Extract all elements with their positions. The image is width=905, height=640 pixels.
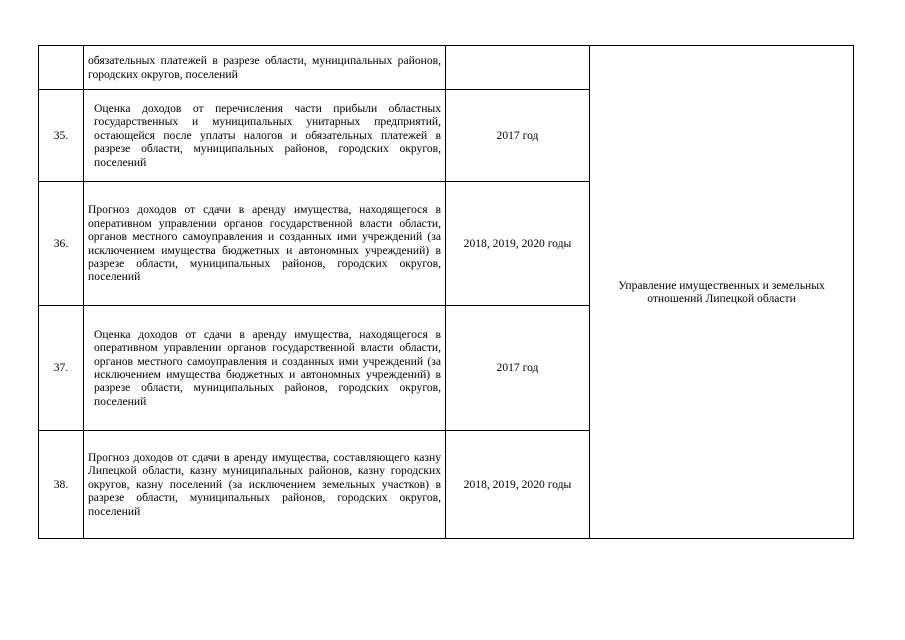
- row-description-text: Оценка доходов от перечисления части прибыли областных государственных и муниципальных унитарных предприятий, остающейся после уплаты налогов и обязательных платежей в разрезе области, муниципальных районов, городских округов, поселений: [94, 101, 441, 169]
- row-number: 37.: [39, 306, 84, 431]
- row-description-text: Оценка доходов от сдачи в аренду имущества, находящегося в оперативном управлении органов государственной власти области, органов местного самоуправления и созданных ими учреждений (за исключением имущества бюджетных и автономных учреждений) в разрезе области, муниципальных районов, городских округов, поселений: [94, 327, 441, 408]
- row-description: [84, 306, 446, 431]
- table-row: [39, 46, 854, 90]
- row-period: [446, 431, 590, 539]
- row-number: 36.: [39, 182, 84, 306]
- row-period: 2017 год: [446, 90, 590, 182]
- row-description: [84, 90, 446, 182]
- row-period-text: 2018, 2019, 2020 годы: [463, 477, 572, 491]
- row-description: обязательных платежей в разрезе области, муниципальных районов, городских округов, поселений: [84, 46, 446, 90]
- row-number: 35.: [39, 90, 84, 182]
- row-period: [446, 182, 590, 306]
- row-description: Прогноз доходов от сдачи в аренду имущества, составляющего казну Липецкой области, казну муниципальных районов, казну городских округов, казну поселений (за исключением земельных участков) в разрезе области, муниципальных районов, городских округов, поселений: [84, 431, 446, 539]
- row-number: 38.: [39, 431, 84, 539]
- row-number: [39, 46, 84, 90]
- document-table: [38, 45, 854, 539]
- row-period-text: 2018, 2019, 2020 годы: [463, 236, 572, 250]
- row-description: Прогноз доходов от сдачи в аренду имущества, находящегося в оперативном управлении органов государственной власти области, органов местного самоуправления и созданных ими учреждений (за исключением имущества бюджетных и автономных учреждений) в разрезе области, муниципальных районов, городских округов, поселений: [84, 182, 446, 306]
- row-period: [446, 46, 590, 90]
- responsible-department: Управление имущественных и земельных отношений Липецкой области: [590, 46, 854, 539]
- row-period: 2017 год: [446, 306, 590, 431]
